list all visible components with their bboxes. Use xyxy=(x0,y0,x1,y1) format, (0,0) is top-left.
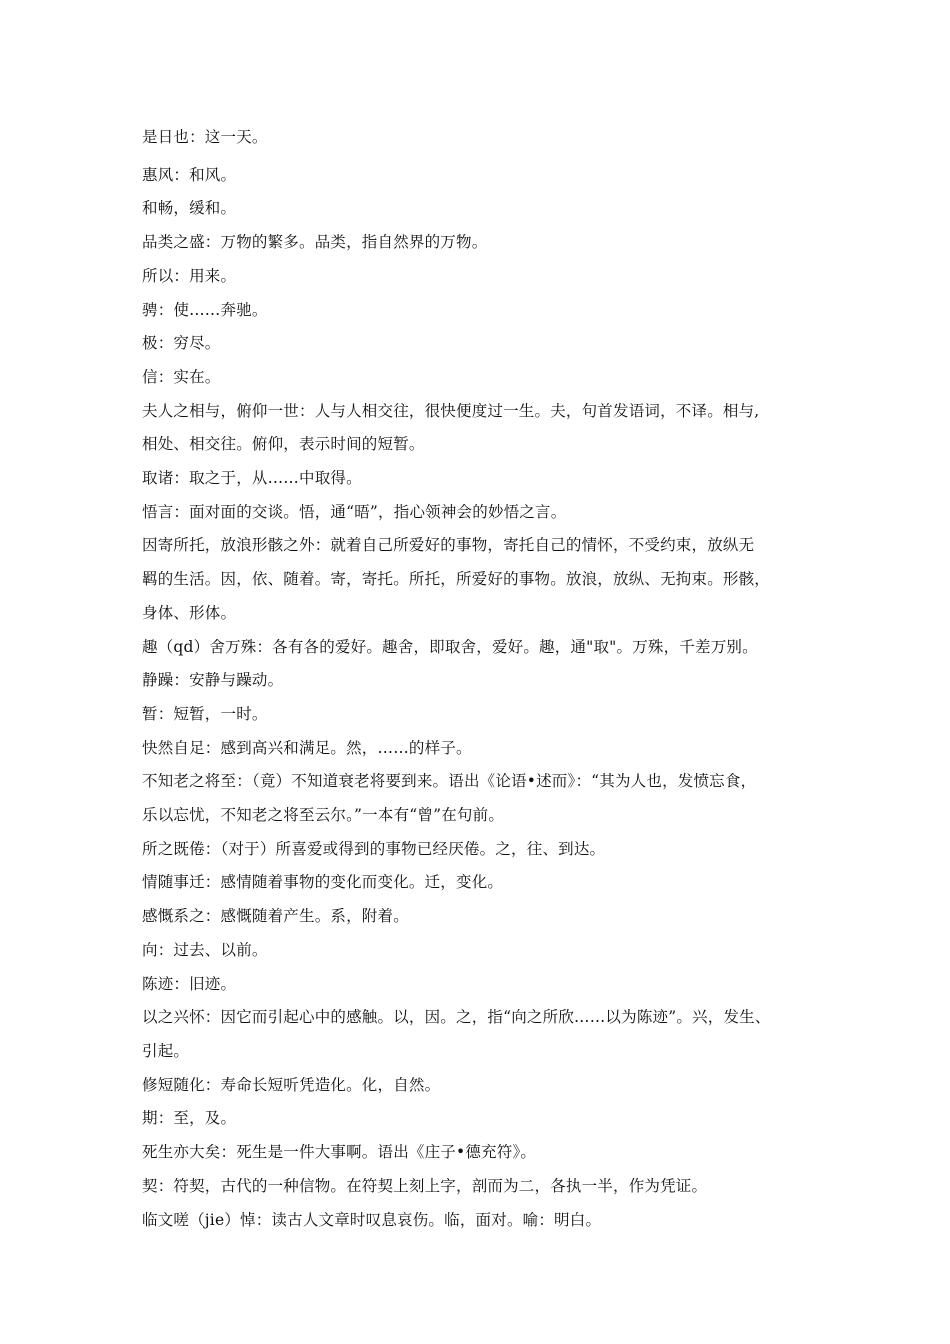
text-line: 惠风：和风。 xyxy=(142,165,237,184)
text-line: 以之兴怀：因它而引起心中的感触。以，因。之，指“向之所欣……以为陈迹”。兴，发生、 xyxy=(142,1008,771,1027)
text-line: 暂：短暂，一时。 xyxy=(142,704,268,723)
text-line: 契：符契，古代的一种信物。在符契上刻上字，剖而为二，各执一半，作为凭证。 xyxy=(142,1176,708,1195)
text-line: 悟言：面对面的交谈。悟，通“晤”，指心领神会的妙悟之言。 xyxy=(142,502,567,521)
text-line: 陈迹：旧迹。 xyxy=(142,974,237,993)
text-line: 死生亦大矣：死生是一件大事啊。语出《庄子•德充符》。 xyxy=(142,1143,537,1162)
text-line: 和畅，缓和。 xyxy=(142,199,237,218)
text-line: 身体、形体。 xyxy=(142,603,237,622)
text-line: 临文嗟（jie）悼：读古人文章时叹息哀伤。临，面对。喻：明白。 xyxy=(142,1210,602,1229)
text-line: 修短随化：寿命长短听凭造化。化，自然。 xyxy=(142,1075,441,1094)
text-line: 品类之盛：万物的繁多。品类，指自然界的万物。 xyxy=(142,233,488,252)
text-line: 因寄所托，放浪形骸之外：就着自己所爱好的事物，寄托自己的情怀，不受约束，放纵无 xyxy=(142,536,755,555)
text-line: 所以：用来。 xyxy=(142,266,237,285)
text-line: 向：过去、以前。 xyxy=(142,940,268,959)
text-line: 情随事迁：感情随着事物的变化而变化。迁，变化。 xyxy=(142,873,504,892)
text-line: 骋：使……奔驰。 xyxy=(142,300,268,319)
text-line: 趣（qd）舍万殊：各有各的爱好。趣舍，即取舍，爱好。趣，通"取"。万殊，千差万别。 xyxy=(142,637,758,656)
text-line: 快然自足：感到高兴和满足。然，……的样子。 xyxy=(142,738,472,757)
text-line: 感慨系之：感慨随着产生。系，附着。 xyxy=(142,907,409,926)
text-line: 是日也：这一天。 xyxy=(142,128,268,146)
text-line: 信：实在。 xyxy=(142,367,221,386)
text-line: 引起。 xyxy=(142,1041,190,1060)
text-line: 所之既倦：（对于）所喜爱或得到的事物已经厌倦。之，往、到达。 xyxy=(142,839,606,858)
text-line: 乐以忘忧，不知老之将至云尔。”一本有“曾”在句前。 xyxy=(142,806,505,825)
text-line: 不知老之将至：（竟）不知道衰老将要到来。语出《论语•述而》：“其为人也，发愤忘食， xyxy=(142,772,757,791)
text-line: 相处、相交往。俯仰，表示时间的短暂。 xyxy=(142,435,425,454)
text-line: 极：穷尽。 xyxy=(142,334,221,353)
text-line: 静躁：安静与躁动。 xyxy=(142,671,284,690)
annotation-text-block xyxy=(142,121,822,1237)
text-line: 期：至，及。 xyxy=(142,1109,237,1128)
text-line: 夫人之相与，俯仰一世：人与人相交往，很快便度过一生。夫，句首发语词，不译。相与, xyxy=(142,401,760,420)
text-line: 羁的生活。因，依、随着。寄，寄托。所托，所爱好的事物。放浪，放纵、无拘束。形骸， xyxy=(142,570,771,589)
text-line: 取诸：取之于，从……中取得。 xyxy=(142,469,362,488)
